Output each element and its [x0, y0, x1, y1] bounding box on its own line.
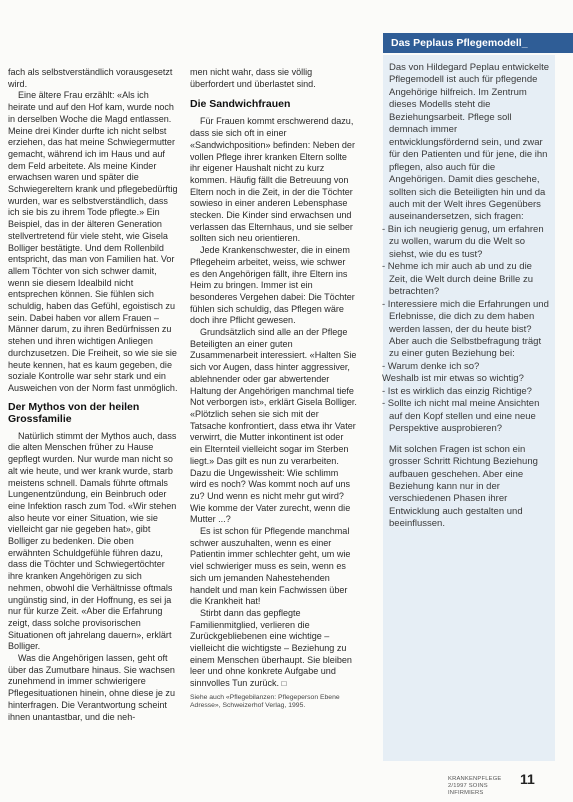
page-number: 11 [520, 771, 535, 787]
box-bullet: - Ist es wirklich das einzig Richtige? [382, 385, 532, 397]
box-intro: Das von Hildegard Peplau entwickelte Pflegemodell ist auch für pflegende Angehörige hilfreich. Im Zentrum dieses Modells steht die Beziehungsarbeit. Pflege soll demnach immer entwicklungsfördernd sein, und zwar für den Patienten und für jene, die ihn pflegen, also auch für die Angehörigen. Damit dies geschehe, sollten sich die Beteiligten hin und da auch mit der Welt ihres Gegenübers auseinandersetzen, sich fragen: [389, 62, 550, 223]
box-bullet: - Nehme ich mir auch ab und zu die Zeit, die Welt durch deine Brille zu betrachten? [382, 261, 533, 298]
box-bullet: - Bin ich neugierig genug, um erfahren zu wollen, warum du die Welt so siehst, wie du es tust? [382, 223, 544, 260]
paragraph: Eine ältere Frau erzählt: «Als ich heirate und auf den Hof kam, wurde noch in derselben Woche die Magd entlassen. Meine drei Kinder durfte ich nicht selbst erziehen, das hat meine Schwiegermutter gemacht, während ich im Haus und auf dem Feld arbeitete. Als meine Kinder erwachsen waren und später die Schwiegereltern krank und pflegebedürftig wurden, war es selbstverständlich, dass ich sie bis zu ihrem Tode pflegte.» Ein Beispiel, das in der älteren Generation stellvertretend für viele steht, wie Gisela Bolliger bestätigte. Und dem Rollenbild entspricht, das man von Familien hat. Vor allem Töchter von sich schwer damit, wenn sie diesem Idealbild nicht entsprechen können. Sie fühlen sich schuldig, haben das Gefühl, egoistisch zu sein. Dabei haben vor allem Frauen – Männer darum, zu ihren Bedürfnissen zu stehen und ihren wichtigen Anliegen durchzusetzen. Die Freiheit, so wie sie sie heute kennen, hat es kaum gegeben, die soziale Kontrolle war sehr stark und ein Ausweichen von der Norm fast unmöglich. [8, 90, 178, 393]
box-bullet: - Warum denke ich so? [382, 360, 480, 372]
box-bullet: - Interessiere mich die Erfahrungen und Erlebnisse, die dich zu dem haben werden lassen, der du heute bist? [382, 298, 549, 335]
paragraph: Jede Krankenschwester, die in einem Pflegeheim arbeitet, weiss, wie schwer es den Angehörigen fällt, ihre Eltern ins Heim zu bringen. Immer ist ein besonderes Vergehen dabei: Die Töchter fühlen sich schuldig, das Pflegen wäre doch ihre Pflicht gewesen. [190, 245, 355, 326]
box-bullet: Weshalb ist mir etwas so wichtig? [382, 373, 524, 385]
journal-label: KRANKENPFLEGE 2/1997 SOINS INFIRMIERS [448, 776, 502, 796]
box-outro: Mit solchen Fragen ist schon ein grosser Schritt Richtung Beziehung aufbauen geschehen. Aber eine Beziehung kann nur in der verschiedenen Phasen ihrer Entwicklung auch gestalten und beeinflussen. [389, 443, 538, 530]
box-middle: Aber auch die Selbstbefragung trägt zu einer guten Beziehung bei: [389, 335, 542, 360]
paragraph: Was die Angehörigen lassen, geht oft über das Zumutbare hinaus. Sie wachsen zunehmend in immer schwierigere Pflegesituationen hinein, ohne diese je zu hinterfragen. Die Verantwortung scheint ihnen unantastbar, und die neh- [8, 653, 175, 722]
section-heading: Der Mythos von der heilen Grossfamilie [8, 400, 140, 425]
paragraph-text: Stirbt dann das gepflegte Familienmitglied, verlieren die Zurückgebliebenen eine wichtige – vielleicht die wichtigste – Beziehung zu einem Menschen überhaupt. Sie bleiben leer und ohne konkrete Aufgabe und sinnvolles Tun zurück. [190, 607, 352, 689]
paragraph: fach als selbstverständlich vorausgesetzt wird. [8, 67, 173, 89]
box-bullet: - Sollte ich nicht mal meine Ansichten auf den Kopf stellen und eine neue Perspektive ausprobieren? [382, 398, 540, 435]
end-mark: □ [281, 679, 287, 689]
section-heading: Die Sandwichfrauen [190, 98, 291, 111]
paragraph: Es ist schon für Pflegende manchmal schwer auszuhalten, wenn es einer Patientin immer schlechter geht, um wie viel schwieriger muss es sein, wenn es sich um jemanden Nahestehenden handelt und man kein Fachwissen über die Krankheit hat! [190, 526, 351, 607]
paragraph [190, 608, 357, 690]
article-column-2 [190, 67, 357, 711]
article-column-1 [8, 67, 178, 723]
box-title: Das Peplaus Pflegemodell_ [383, 33, 573, 53]
source-caption: Siehe auch «Pflegebilanzen: Pflegeperson Ebene Adresse», Schweizerhof Verlag, 1995. [190, 693, 340, 710]
info-box [383, 55, 555, 761]
paragraph: Natürlich stimmt der Mythos auch, dass die alten Menschen früher zu Hause gepflegt wurden. Nur wurde man nicht so alt wie heute, und wer krank wurde, starb meistens schnell. Damals führte oftmals Lungenentzündung, ein Beinbruch oder eine Infektion rasch zum Tod. «Wir stehen also heute vor einer Situation, wie sie vielleicht gar nie gegeben hat», gibt Bolliger zu bedenken. Die oben erwähnten Schuldgefühle führen dazu, dass die Töchter und Schwiegertöchter ihre kranken Angehörigen zu sich nehmen, obwohl die Verhältnisse oftmals ungünstig sind, in der Hoffnung, es sei ja nur für kurze Zeit. «Aber die Erfahrung zeigt, dass solche provisorischen Situationen oft jahrelang dauern», erklärt Bolliger. [8, 430, 177, 652]
paragraph: men nicht wahr, dass sie völlig überfordert und überlastet sind. [190, 67, 316, 89]
paragraph: Grundsätzlich sind alle an der Pflege Beteiligten an einer guten Zusammenarbeit interessiert. «Halten Sie sich vor Augen, dass hinter aggressiver, ablehnender oder gar abwertender Haltung der Angehörigen manchmal tiefe Not verborgen ist», erklärt Gisela Bolliger. «Plötzlich sehen sie sich mit der Tatsache konfrontiert, dass etwa ihr Vater verwirrt, die Mutter inkontinent ist oder ein Elternteil vielleicht sogar im Sterben liegt.» Das gilt es nun zu verarbeiten. Dazu die Ungewissheit: Wie schlimm wird es noch? Was kommt noch auf uns zu? Und wenn es nicht mehr gut wird? Wie komme der Vater zurecht, wenn die Mutter ...? [190, 327, 357, 525]
paragraph: Für Frauen kommt erschwerend dazu, dass sie sich oft in einer «Sandwichposition» befinden: Neben der vollen Pflege ihrer kranken Eltern sollte ihr eigener Haushalt nicht zu kurz kommen. Häufig fällt die Betreuung von Eltern noch in die Zeit, in der die Töchter sowieso in einer anderen Lebensphase stecken. Die Kinder sind erwachsen und verlassen das Elternhaus, und sie selber sollten sich neu orientieren. [190, 116, 355, 244]
